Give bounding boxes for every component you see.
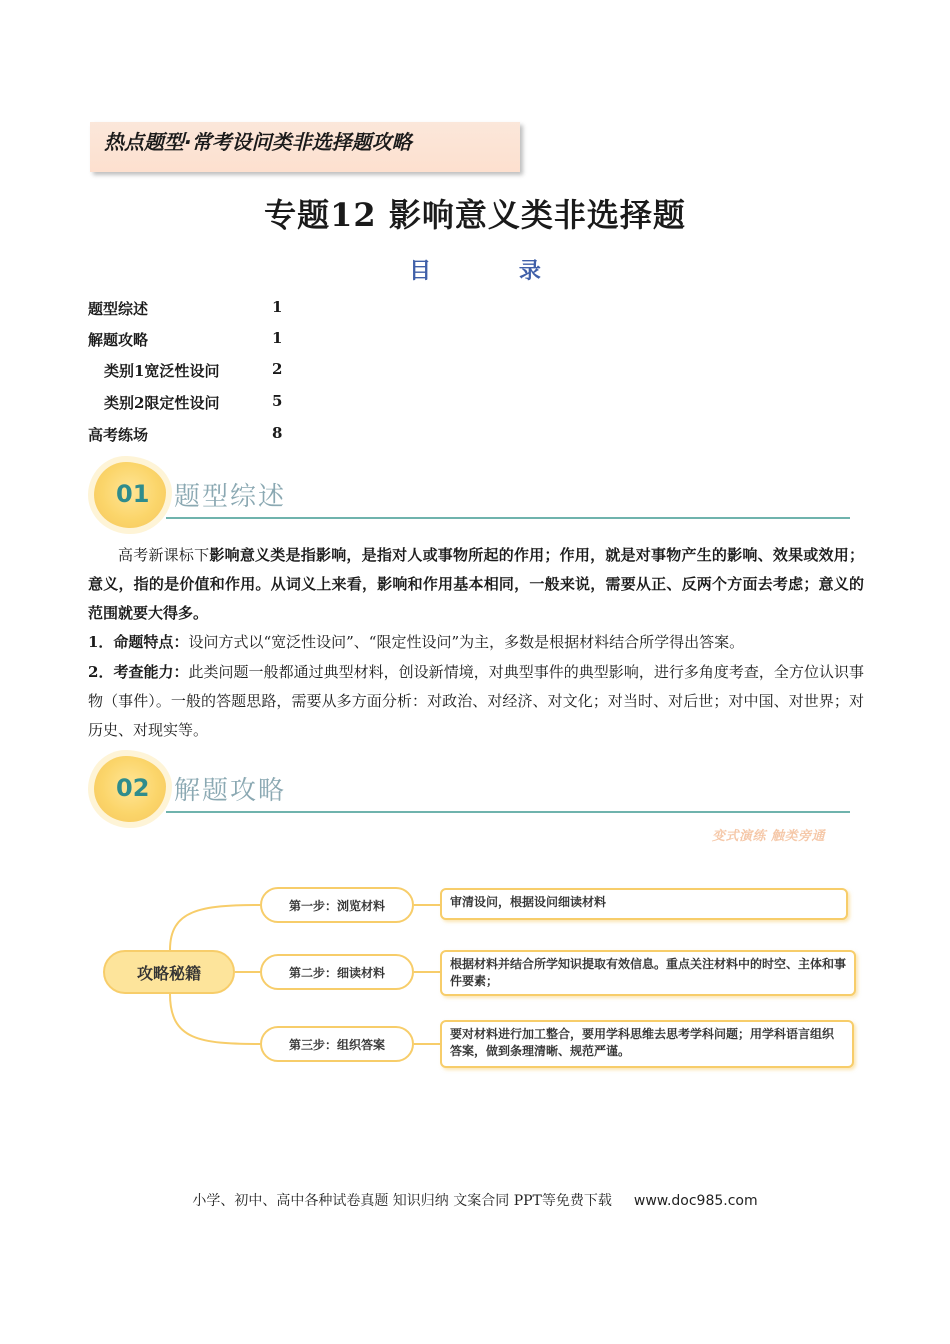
toc-item-label: 类别2限定性设问 [104, 394, 220, 412]
mindmap-root: 攻略秘籍 [103, 950, 235, 994]
mindmap-step-2: 第二步：细读材料 [260, 954, 414, 990]
section-number: 02 [116, 774, 150, 802]
mindmap-step-2-desc: 根据材料并结合所学知识提取有效信息。重点关注材料中的时空、主体和事件要素； [440, 950, 856, 996]
section-number-badge [94, 756, 166, 822]
overview-definition: 影响意义类是指影响，是指对人或事物所起的作用；作用，就是对事物产生的影响、效果或效用；意义，指的是价值和作用。从词义上来看，影响和作用基本相同，一般来说，需要从正、反两个方面去考虑；意义的范围就要大得多。 [88, 546, 864, 622]
overview-lead: 高考新课标下 [118, 546, 210, 564]
toc-item-page: 5 [272, 392, 283, 410]
toc-item-page: 2 [272, 360, 283, 378]
section-divider [166, 517, 850, 519]
toc-item-label: 解题攻略 [88, 331, 149, 349]
section-divider [166, 811, 850, 813]
mindmap-step-3: 第三步：组织答案 [260, 1026, 414, 1062]
toc-heading: 目 录 [409, 258, 581, 284]
toc-item[interactable] [88, 329, 288, 351]
toc-item[interactable] [88, 298, 288, 320]
toc-item[interactable] [88, 424, 288, 446]
section-number-badge [94, 462, 166, 528]
section-tagline: 变式演练 触类旁通 [712, 829, 826, 844]
section-header-strategy [90, 756, 860, 826]
footer-url[interactable]: www.doc985.com [633, 1193, 758, 1209]
toc-item[interactable] [104, 392, 304, 414]
toc-item-label: 高考练场 [88, 426, 149, 444]
point-ability [88, 658, 864, 745]
point-ability-label: 2．考查能力： [88, 663, 189, 681]
mindmap-step-1: 第一步：浏览材料 [260, 887, 414, 923]
point-feature [88, 628, 864, 657]
point-feature-label: 1．命题特点： [88, 633, 189, 651]
footer-text: 小学、初中、高中各种试卷真题 知识归纳 文案合同 PPT等免费下载 [192, 1193, 612, 1209]
mindmap-step-3-desc: 要对材料进行加工整合，要用学科思维去思考学科问题；用学科语言组织答案，做到条理清晰、规范严谨。 [440, 1020, 854, 1068]
series-banner-text: 热点题型·常考设问类非选择题攻略 [104, 130, 412, 154]
toc-item-page: 1 [272, 329, 283, 347]
toc-item[interactable] [104, 360, 304, 382]
page-footer [0, 1190, 950, 1210]
point-feature-text: 设问方式以“宽泛性设问”、“限定性设问”为主，多数是根据材料结合所学得出答案。 [188, 633, 745, 651]
section-header-overview [90, 462, 860, 532]
toc-item-label: 题型综述 [88, 300, 149, 318]
section-title: 解题攻略 [174, 776, 287, 806]
toc-item-page: 1 [272, 298, 283, 316]
series-banner [90, 122, 520, 172]
section-title: 题型综述 [174, 482, 287, 512]
point-ability-text: 此类问题一般都通过典型材料，创设新情境，对典型事件的典型影响，进行多角度考查，全方位认识事物（事件）。一般的答题思路，需要从多方面分析：对政治、对经济、对文化；对当时、对后世；对中国、对世界；对历史、对现实等。 [88, 663, 864, 739]
toc-item-label: 类别1宽泛性设问 [104, 362, 220, 380]
document-title: 专题12 影响意义类非选择题 [264, 196, 686, 234]
overview-paragraph [88, 541, 864, 628]
mindmap-step-1-desc: 审清设问，根据设问细读材料 [440, 888, 848, 920]
toc-item-page: 8 [272, 424, 283, 442]
section-number: 01 [116, 480, 150, 508]
